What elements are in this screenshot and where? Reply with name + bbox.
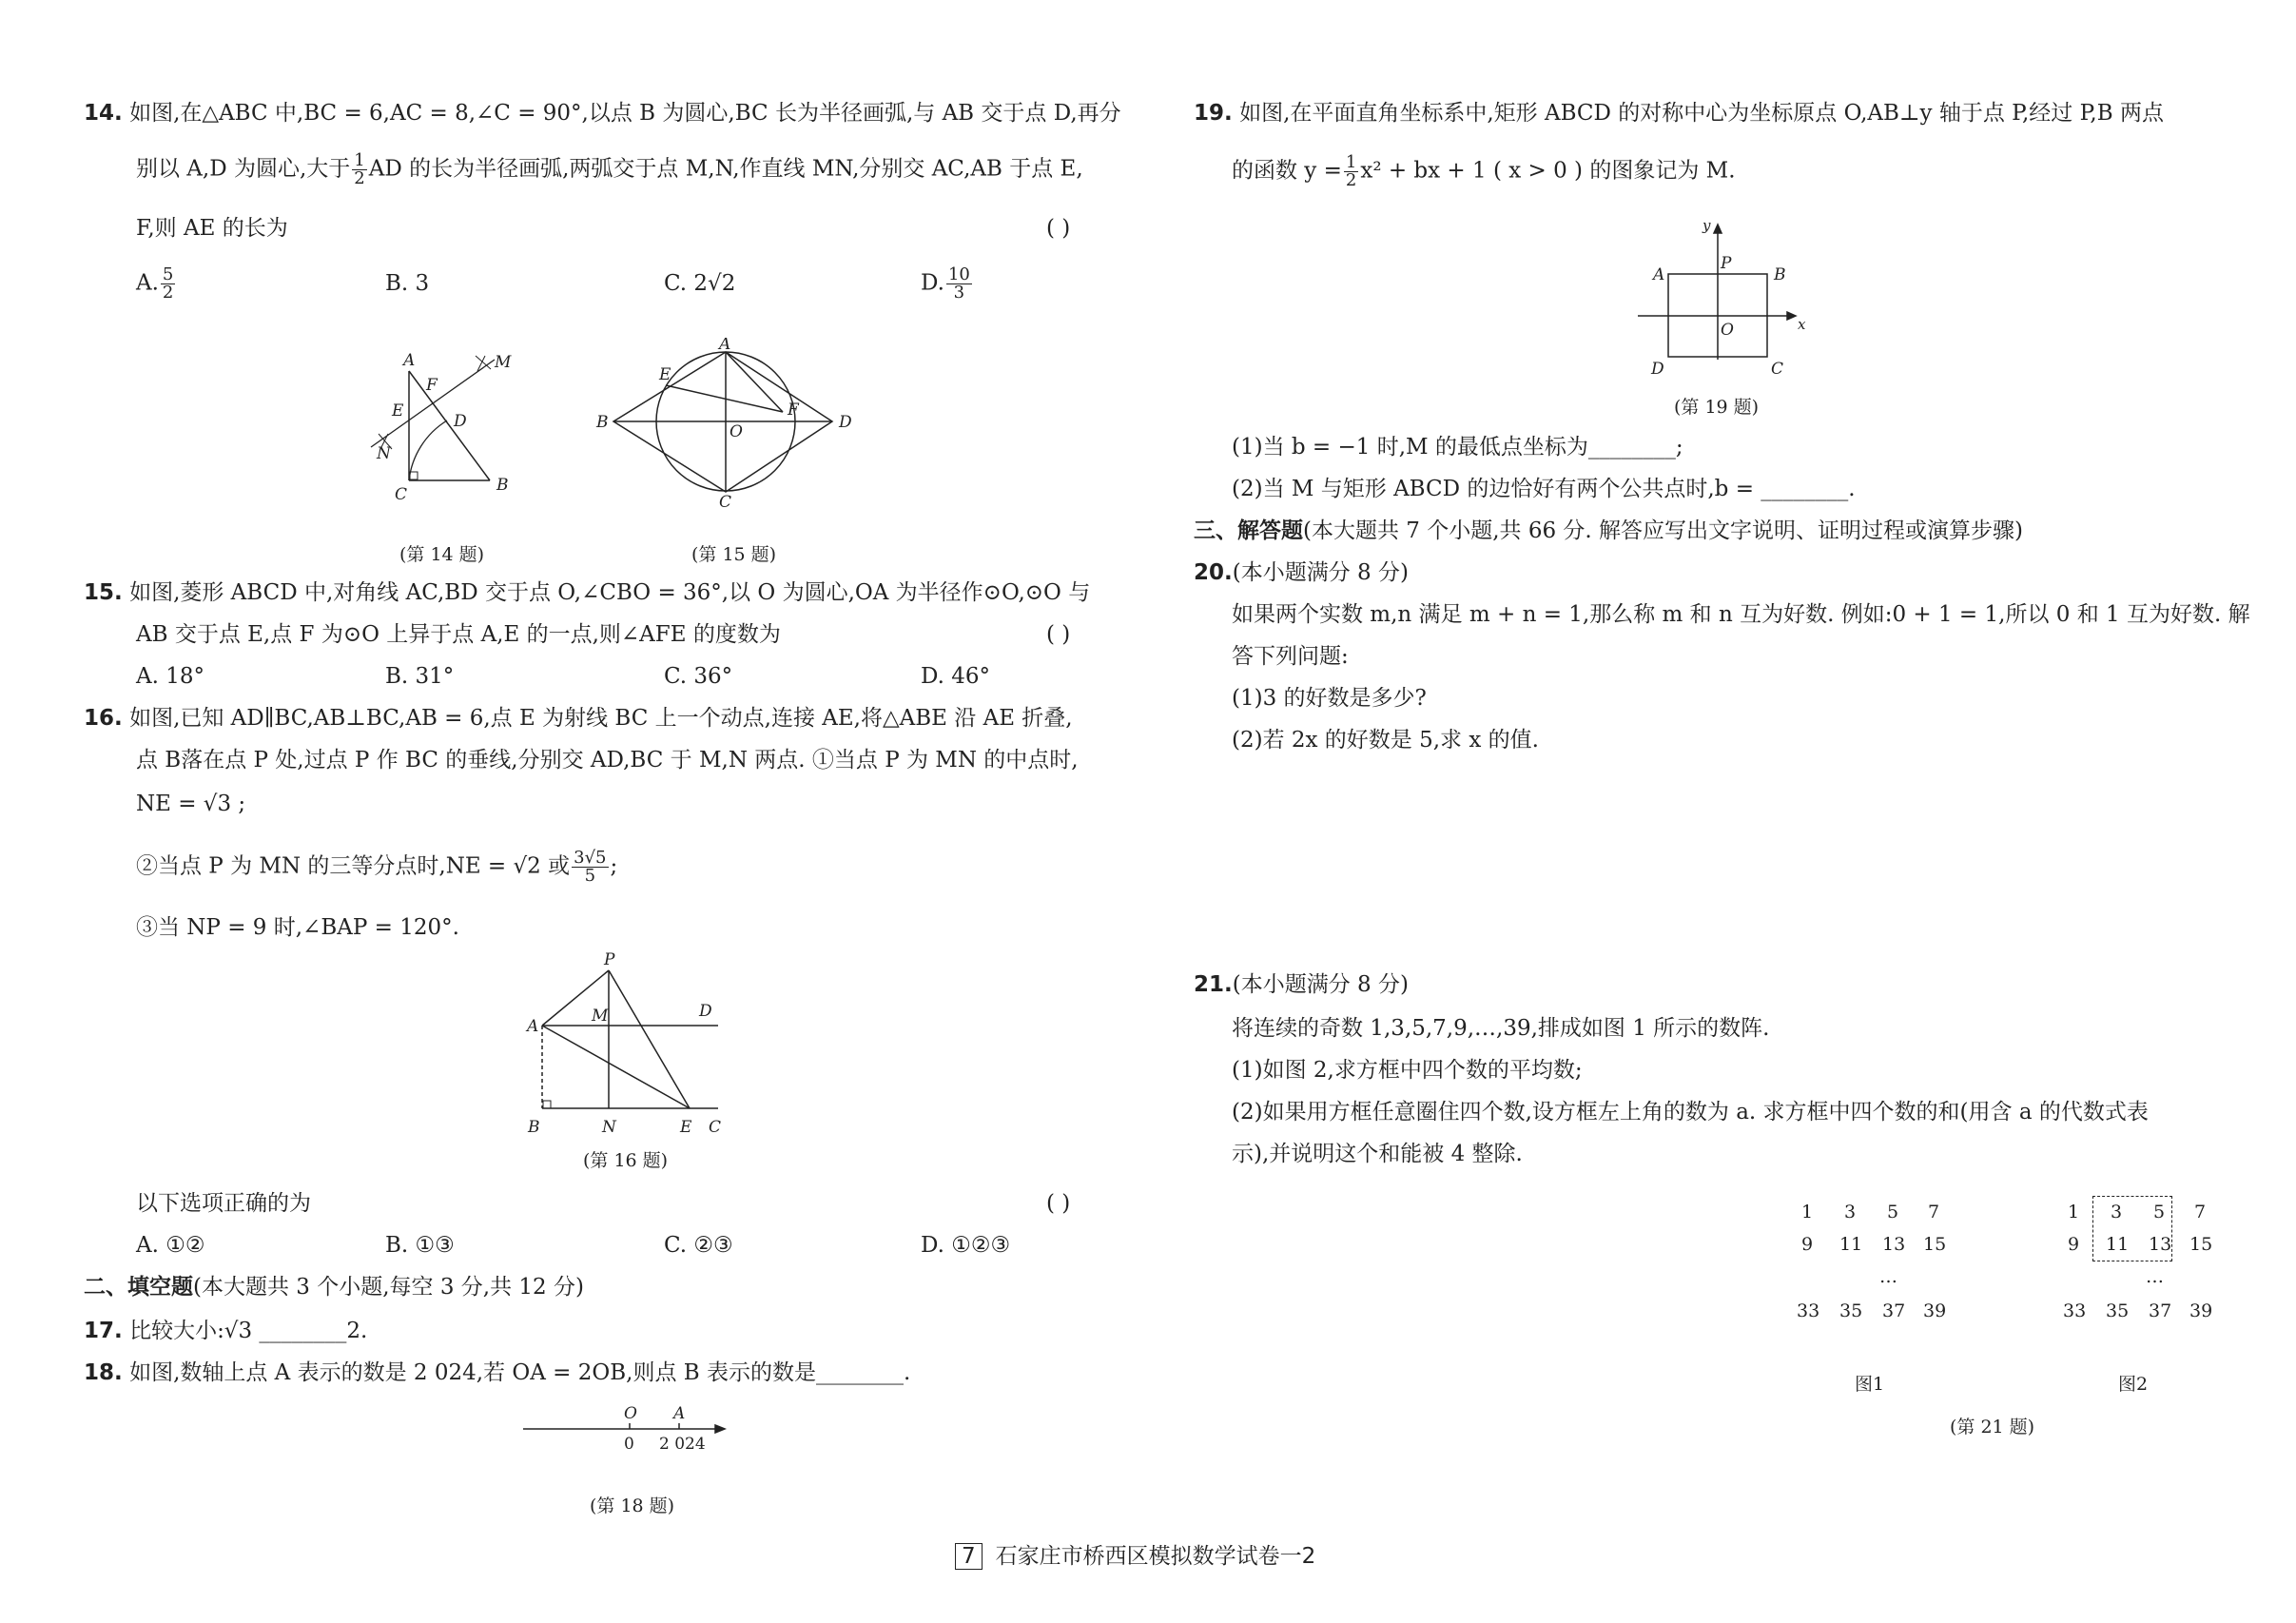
fig19-label-b: B: [1774, 265, 1786, 284]
q14-caption: (第 14 题): [399, 544, 485, 565]
q20-head: 20.(本小题满分 8 分): [1194, 560, 1409, 585]
q15-caption: (第 15 题): [691, 544, 777, 565]
q21-head: 21.(本小题满分 8 分): [1194, 972, 1409, 997]
q19-caption: (第 19 题): [1674, 397, 1760, 418]
q16-caption: (第 16 题): [583, 1150, 669, 1171]
q21-sub2a: (2)如果用方框任意圈住四个数,设方框左上角的数为 a. 求方框中四个数的和(用含 a 的代数式表: [1232, 1100, 2149, 1124]
q15-option-d: D. 46°: [921, 664, 991, 689]
fig15-label-b: B: [596, 413, 609, 432]
fig14-label-m: M: [495, 353, 512, 372]
q14-option-a: A. $\frac{5}{2}$: [136, 264, 174, 303]
q19-figure: [1628, 217, 1809, 379]
fig19-label-p: P: [1721, 254, 1732, 273]
fig16-label-e: E: [680, 1118, 692, 1137]
q15-answer-paren: ( ): [1046, 622, 1071, 647]
q18-tick-value: 2 024: [659, 1435, 706, 1454]
fig16-label-a: A: [527, 1017, 539, 1036]
fraction: $\frac{1}{2}$: [354, 150, 365, 188]
q19-sub2: (2)当 M 与矩形 ABCD 的边恰好有两个公共点时,b = ________.: [1232, 477, 1856, 501]
q16-option-b: B. ①③: [385, 1233, 455, 1258]
q21-figure2-grid: 1 3 5 7 9 11 13 15 … 33 35 37 39: [2052, 1194, 2242, 1327]
q16-line4: ②当点 P 为 MN 的三等分点时,NE = √2 或 $\frac{3√5}{5}$ ;: [136, 848, 618, 886]
fig19-label-a: A: [1653, 265, 1665, 284]
q16-line5: ③当 NP = 9 时,∠BAP = 120°.: [136, 915, 459, 940]
exam-title: 石家庄市桥西区模拟数学试卷一2: [995, 1544, 1316, 1569]
q14-option-c: C. 2√2: [664, 271, 736, 296]
q17-line: 17. 比较大小:√3 ________2.: [84, 1319, 368, 1343]
q21-line1: 将连续的奇数 1,3,5,7,9,…,39,排成如图 1 所示的数阵.: [1232, 1016, 1770, 1041]
q21-figure1-grid: 1 3 5 7 9 11 13 15 … 33 35 37 39: [1797, 1202, 1947, 1321]
q14-line1: 14. 如图,在△ABC 中,BC = 6,AC = 8,∠C = 90°,以点 B 为圆心,BC 长为半径画弧,与 AB 交于点 D,再分: [84, 101, 1121, 126]
q16-option-a: A. ①②: [136, 1233, 205, 1258]
q21-figure2-label: 图2: [2118, 1374, 2149, 1395]
q15-line2: AB 交于点 E,点 F 为⊙O 上异于点 A,E 的一点,则∠AFE 的度数为: [136, 622, 781, 647]
q15-figure: [585, 338, 861, 509]
q18-caption: (第 18 题): [590, 1496, 675, 1516]
fig15-label-a: A: [719, 338, 731, 354]
q18-tick-zero: 0: [624, 1435, 634, 1454]
fig16-label-d: D: [699, 1002, 712, 1021]
fig19-label-y: y: [1703, 217, 1711, 234]
q16-figure: [514, 951, 737, 1142]
q15-option-a: A. 18°: [136, 664, 204, 689]
q19-line1: 19. 如图,在平面直角坐标系中,矩形 ABCD 的对称中心为坐标原点 O,AB⊥y 轴于点 P,经过 P,B 两点: [1194, 101, 2164, 126]
fig14-label-f: F: [426, 376, 438, 395]
section3-heading: 三、解答题(本大题共 7 个小题,共 66 分. 解答应写出文字说明、证明过程或演算步骤): [1194, 518, 2024, 543]
q21-caption: (第 21 题): [1950, 1417, 2035, 1437]
q19-line2: 的函数 y = $\frac{1}{2}$ x² + bx + 1 ( x > 0 ) 的图象记为 M.: [1232, 152, 1736, 190]
fig14-label-n: N: [377, 444, 391, 463]
q14-line3: F,则 AE 的长为: [136, 216, 288, 241]
q16-option-d: D. ①②③: [921, 1233, 1011, 1258]
fig15-label-d: D: [839, 413, 852, 432]
q21-figure1-label: 图1: [1855, 1374, 1885, 1395]
q16-option-c: C. ②③: [664, 1233, 733, 1258]
page-number: 7: [955, 1543, 983, 1570]
q14-figure: [352, 342, 523, 509]
fig15-label-e: E: [659, 365, 671, 384]
q14-option-b: B. 3: [385, 271, 430, 296]
q20-line2: 答下列问题:: [1232, 644, 1349, 669]
q16-line1: 16. 如图,已知 AD∥BC,AB⊥BC,AB = 6,点 E 为射线 BC 上一个动点,连接 AE,将△ABE 沿 AE 折叠,: [84, 706, 1073, 731]
q21-sub2b: 示),并说明这个和能被 4 整除.: [1232, 1142, 1523, 1166]
fig16-label-b: B: [528, 1118, 540, 1137]
fig15-label-f: F: [788, 401, 799, 420]
fig16-label-p: P: [604, 951, 615, 969]
fig16-label-m: M: [592, 1007, 609, 1026]
q19-sub1: (1)当 b = −1 时,M 的最低点坐标为________;: [1232, 435, 1683, 460]
fig19-label-o: O: [1721, 321, 1734, 340]
fig19-label-x: x: [1798, 316, 1806, 333]
q14-option-d: D. $\frac{10}{3}$: [921, 264, 970, 303]
q18-number-line: [523, 1403, 732, 1460]
q15-option-c: C. 36°: [664, 664, 733, 689]
q14-answer-paren: ( ): [1046, 216, 1071, 241]
page-footer: [955, 1538, 1315, 1570]
fig14-label-e: E: [392, 401, 404, 420]
q16-line3: NE = √3 ;: [136, 792, 246, 816]
fig14-label-a: A: [403, 351, 416, 370]
q18-label-a: A: [673, 1404, 686, 1423]
q20-sub1: (1)3 的好数是多少?: [1232, 686, 1427, 711]
q18-label-o: O: [624, 1404, 637, 1423]
fig14-label-b: B: [496, 476, 509, 495]
q16-answer-paren: ( ): [1046, 1191, 1071, 1216]
q15-line1: 15. 如图,菱形 ABCD 中,对角线 AC,BD 交于点 O,∠CBO = 36°,以 O 为圆心,OA 为半径作⊙O,⊙O 与: [84, 580, 1091, 605]
section2-heading: 二、填空题(本大题共 3 个小题,每空 3 分,共 12 分): [84, 1275, 584, 1300]
fig16-label-c: C: [709, 1118, 722, 1137]
q14-line2: 别以 A,D 为圆心,大于 $\frac{1}{2}$ AD 的长为半径画弧,两弧交于点 M,N,作直线 MN,分别交 AC,AB 于点 E,: [136, 150, 1083, 188]
fig15-label-o: O: [730, 422, 743, 441]
q20-line1: 如果两个实数 m,n 满足 m + n = 1,那么称 m 和 n 互为好数. 例如:0 + 1 = 1,所以 0 和 1 互为好数. 解: [1232, 602, 2250, 627]
fig14-label-c: C: [395, 485, 408, 504]
q16-line6: 以下选项正确的为: [136, 1191, 311, 1216]
fig15-label-c: C: [719, 493, 732, 509]
fig19-label-c: C: [1771, 360, 1784, 379]
q20-sub2: (2)若 2x 的好数是 5,求 x 的值.: [1232, 728, 1539, 753]
fig19-label-d: D: [1651, 360, 1664, 379]
q15-option-b: B. 31°: [385, 664, 455, 689]
q16-line2: 点 B落在点 P 处,过点 P 作 BC 的垂线,分别交 AD,BC 于 M,N 两点. ①当点 P 为 MN 的中点时,: [136, 748, 1079, 772]
q18-line: 18. 如图,数轴上点 A 表示的数是 2 024,若 OA = 2OB,则点 B 表示的数是________.: [84, 1360, 911, 1385]
q21-sub1: (1)如图 2,求方框中四个数的平均数;: [1232, 1058, 1583, 1083]
fig14-label-d: D: [454, 412, 467, 431]
fig16-label-n: N: [602, 1118, 616, 1137]
